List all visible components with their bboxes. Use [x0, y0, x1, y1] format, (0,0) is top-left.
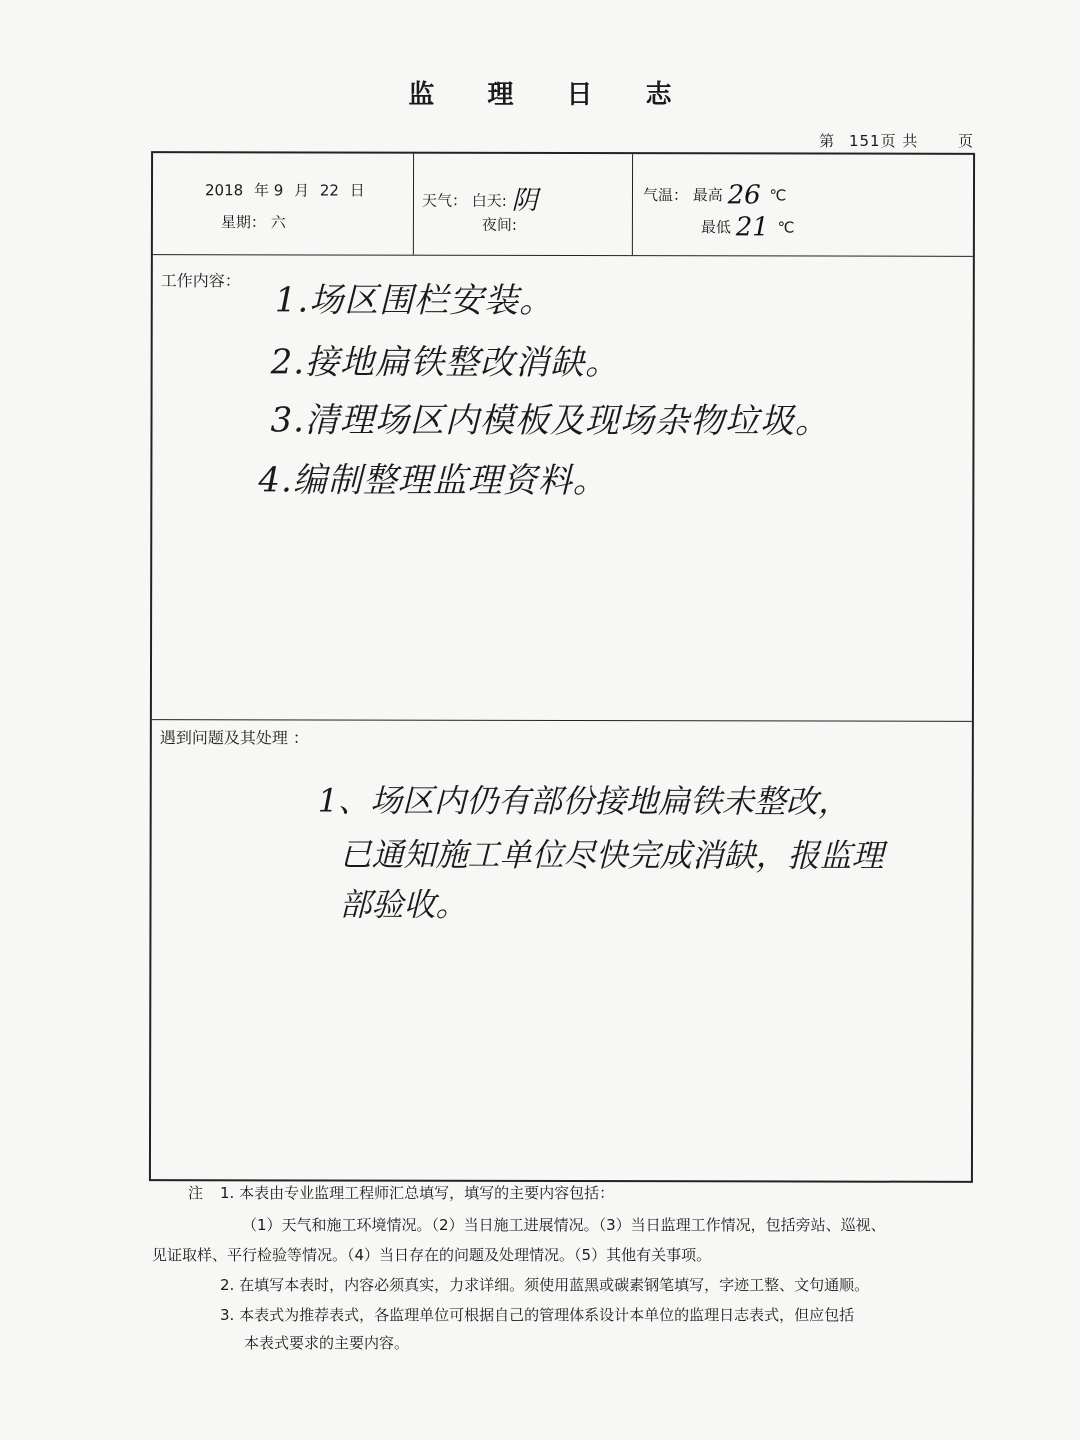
- page-number: [819, 130, 974, 151]
- min-value: 21: [735, 212, 769, 243]
- problems-label: 遇到问题及其处理 ：: [159, 728, 309, 748]
- date-month: 9: [273, 181, 284, 200]
- note-line-3: 见证取样、平行检验等情况。（4）当日存在的问题及处理情况。（5）其他有关事项。: [152, 1246, 712, 1264]
- problem-line-2: 已通知施工单位尽快完成消缺，报监理: [339, 835, 884, 875]
- weather-label: 天气：: [421, 191, 468, 210]
- work-label: 工作内容：: [160, 271, 241, 291]
- problem-line-3: 部验收。: [339, 885, 468, 924]
- page-prefix: 第: [819, 132, 836, 150]
- date-year: 2018: [204, 181, 244, 200]
- note-line-2: （1）天气和施工环境情况。（2）当日施工进展情况。（3）当日监理工作情况，包括旁站、巡视、: [242, 1216, 886, 1234]
- date-day-label: 日: [349, 181, 365, 200]
- work-item-4: 4.编制整理监理资料。: [258, 460, 608, 502]
- header-row: [153, 153, 973, 257]
- day-weather-label: 白天:: [471, 191, 507, 210]
- max-value: 26: [727, 180, 761, 211]
- max-label: 最高: [692, 186, 723, 205]
- work-item-2: 2.接地扁铁整改消缺。: [270, 342, 621, 384]
- note-line-5: 3. 本表式为推荐表式，各监理单位可根据自己的管理体系设计本单位的监理日志表式，但应包括: [220, 1306, 855, 1324]
- total-prefix: 共: [902, 132, 919, 150]
- weekday-line: [221, 211, 286, 232]
- log-form: [149, 151, 975, 1183]
- work-content-section: [152, 254, 973, 722]
- weather-cell: [414, 154, 633, 255]
- min-unit: ℃: [777, 218, 795, 237]
- date-month-label: 月: [294, 181, 310, 200]
- weather-day-line: [422, 180, 538, 217]
- temp-min-line: [701, 212, 795, 242]
- weather-night-line: [482, 214, 517, 235]
- weekday-label: 星期：: [220, 213, 266, 232]
- max-unit: ℃: [769, 186, 787, 205]
- work-item-1: 1.场区围栏安装。: [274, 280, 555, 321]
- temperature-label: 气温：: [642, 186, 689, 205]
- work-item-3: 3.清理场区内模板及现场杂物垃圾。: [270, 400, 831, 442]
- min-label: 最低: [700, 218, 731, 237]
- note-line-4: 2. 在填写本表时，内容必须真实，力求详细。须使用蓝黑或碳素钢笔填写，字迹工整、文句通顺。: [220, 1276, 870, 1294]
- page-number-value: 151: [848, 132, 881, 150]
- day-weather-value: 阴: [511, 185, 538, 216]
- notes-prefix: 注: [188, 1184, 204, 1202]
- weekday-value: 六: [270, 213, 286, 232]
- night-weather-label: 夜间:: [481, 215, 518, 234]
- date-cell: [153, 153, 414, 255]
- temp-max-line: [643, 180, 786, 210]
- note-line-6: 本表式要求的主要内容。: [244, 1334, 410, 1352]
- temperature-cell: [633, 154, 975, 256]
- date-year-label: 年: [253, 181, 270, 200]
- date-day: 22: [319, 181, 340, 200]
- page-label: 页: [880, 132, 897, 150]
- problem-line-1: 1、场区内仍有部份接地扁铁未整改，: [317, 781, 851, 821]
- page-title: 监 理 日 志: [408, 80, 694, 110]
- problems-section: [151, 719, 972, 1181]
- date-line: [205, 179, 365, 200]
- total-label: 页: [957, 132, 974, 150]
- note-line-1: 1. 本表由专业监理工程师汇总填写，填写的主要内容包括：: [220, 1184, 615, 1202]
